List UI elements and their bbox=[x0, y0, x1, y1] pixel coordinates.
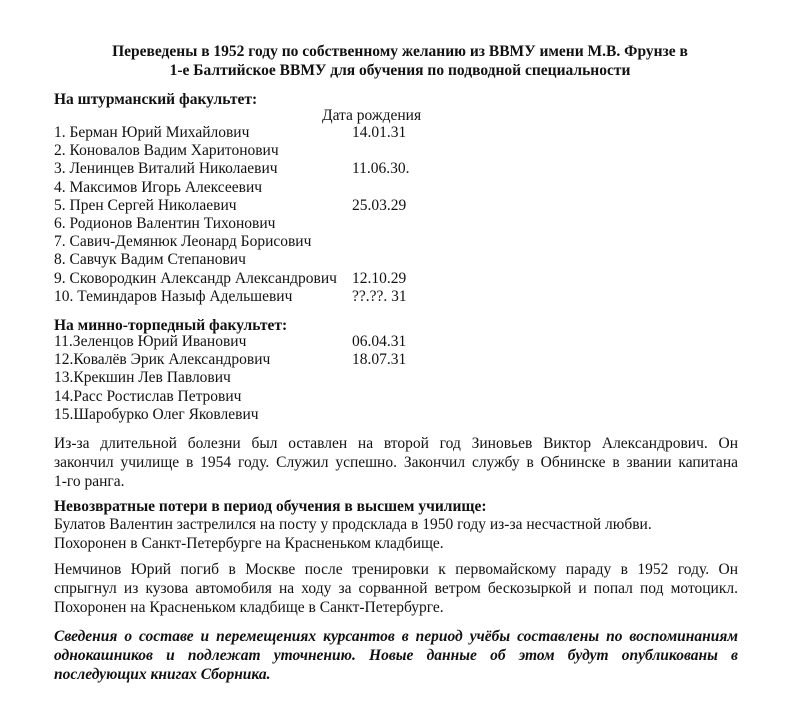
birth-date: 12.10.29 bbox=[352, 269, 407, 287]
student-name: 3. Ленинцев Виталий Николаевич bbox=[54, 160, 278, 178]
student-name: 9. Сковородкин Александр Александрович bbox=[54, 269, 337, 287]
editorial-note bbox=[54, 627, 738, 684]
note-line-3: последующих книгах Сборника. bbox=[54, 666, 271, 683]
document-title bbox=[40, 42, 760, 80]
navigator-faculty-heading: На штурманский факультет: bbox=[54, 91, 258, 108]
student-name: 14.Расс Ростислав Петрович bbox=[54, 387, 242, 405]
torpedo-faculty-heading: На минно-торпедный факультет: bbox=[54, 317, 288, 334]
note-line-2: однокашников и подлежат уточнению. Новые данные об этом будут опубликованы в bbox=[54, 647, 738, 664]
bulatov-line-2: Похоронен в Санкт-Петербурге на Красненьком кладбище. bbox=[54, 535, 444, 552]
student-name: 1. Берман Юрий Михайлович bbox=[54, 124, 250, 141]
student-name: 10. Теминдаров Назыф Адельшевич bbox=[54, 287, 293, 305]
birth-date-column-header: Дата рождения bbox=[322, 107, 422, 124]
student-name: 7. Савич-Демянюк Леонард Борисович bbox=[54, 233, 312, 251]
student-name: 2. Коновалов Вадим Харитонович bbox=[54, 142, 279, 160]
birth-date: 25.03.29 bbox=[352, 196, 407, 214]
birth-date: 18.07.31 bbox=[352, 351, 407, 369]
student-name: 8. Савчук Вадим Степанович bbox=[54, 251, 246, 269]
nemchinov-line-3: Похоронен на Красненьком кладбище в Санкт-Петербурге. bbox=[54, 599, 444, 616]
student-name: 12.Ковалёв Эрик Александрович bbox=[54, 351, 271, 369]
nemchinov-line-2: спрыгнул из кузова автомобиля на ходу за сорванной ветром бескозыркой и попал под мотоцикл. bbox=[54, 580, 738, 597]
nemchinov-line-1: Немчинов Юрий погиб в Москве после тренировки к первомайскому параду в 1952 году. Он bbox=[54, 561, 738, 578]
student-name: 11.Зеленцов Юрий Иванович bbox=[54, 333, 247, 350]
title-line-2: 1-е Балтийское ВВМУ для обучения по подводной специальности bbox=[169, 62, 631, 79]
losses-heading: Невозвратные потери в период обучения в высшем училище: bbox=[54, 498, 487, 515]
birth-date: ??.??. 31 bbox=[352, 287, 407, 305]
birth-date: 06.04.31 bbox=[352, 333, 407, 350]
student-name: 6. Родионов Валентин Тихонович bbox=[54, 214, 276, 232]
student-name: 5. Прен Сергей Николаевич bbox=[54, 196, 237, 214]
title-line-1: Переведены в 1952 году по собственному желанию из ВВМУ имени М.В. Фрунзе в bbox=[112, 43, 688, 60]
student-name: 13.Крекшин Лев Павлович bbox=[54, 369, 231, 387]
student-name: 15.Шаробурко Олег Яковлевич bbox=[54, 405, 259, 423]
zinoviev-line-2: закончил училище в 1954 году. Служил успешно. Закончил службу в Обнинске в звании капитана bbox=[54, 454, 738, 471]
bulatov-paragraph bbox=[54, 515, 738, 553]
note-line-1: Сведения о составе и перемещениях курсантов в период учёбы составлены по воспоминаниям bbox=[54, 628, 738, 645]
student-name: 4. Максимов Игорь Алексеевич bbox=[54, 178, 263, 196]
zinoviev-paragraph bbox=[54, 434, 738, 491]
birth-date: 11.06.30. bbox=[352, 160, 410, 178]
zinoviev-line-1: Из-за длительной болезни был оставлен на второй год Зиновьев Виктор Александрович. Он bbox=[54, 435, 738, 452]
nemchinov-paragraph bbox=[54, 560, 738, 617]
bulatov-line-1: Булатов Валентин застрелился на посту у продсклада в 1950 году из-за несчастной любви. bbox=[54, 516, 652, 533]
birth-date: 14.01.31 bbox=[352, 124, 407, 141]
zinoviev-line-3: 1-го ранга. bbox=[54, 473, 125, 490]
